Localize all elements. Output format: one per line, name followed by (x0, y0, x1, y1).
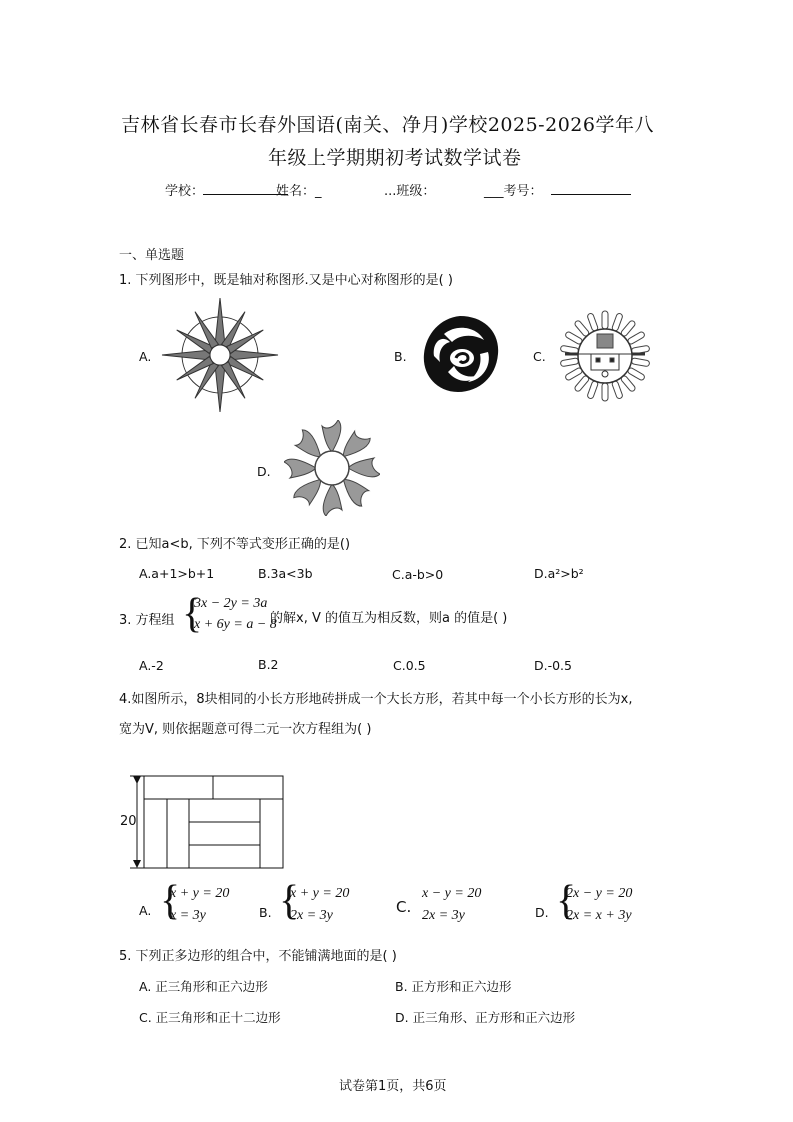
q3-prefix: 3. 方程组 (119, 613, 175, 628)
q3-option-b[interactable]: B.2 (258, 657, 279, 672)
q3-suffix: 的解x, V 的值互为相反数，则a 的值是( ) (270, 611, 508, 626)
q4-d-brace: { (556, 878, 577, 924)
q4-c-eq2: 2x = 3y (422, 908, 465, 923)
q4-a-eq2: x = 3y (170, 908, 206, 923)
q4-label-c[interactable]: C. (396, 898, 412, 916)
q2-option-d[interactable]: D.a²>b² (534, 566, 584, 581)
q2-option-b[interactable]: B.3a<3b (258, 566, 313, 581)
q2-option-a[interactable]: A.a+1>b+1 (139, 566, 215, 581)
q4-stem-line1: 4.如图所示，8块相同的小长方形地砖拼成一个大长方形，若其中每一个小长方形的长为x, (119, 692, 633, 707)
q3-option-c[interactable]: C.0.5 (393, 658, 426, 673)
q3-option-d[interactable]: D.-0.5 (534, 658, 572, 673)
q5-option-c[interactable]: C. 正三角形和正十二边形 (139, 1010, 281, 1025)
q4-d-eq2: 2x = x + 3y (566, 908, 632, 923)
q4-tile-diagram (116, 770, 288, 874)
q5-option-d[interactable]: D. 正三角形、正方形和正六边形 (395, 1010, 576, 1025)
q3-eq2: x + 6y = a − 8 (194, 617, 277, 632)
q1-figure-d-pinwheel (284, 420, 380, 516)
q4-b-brace: { (279, 878, 300, 924)
q1-label-b: B. (394, 349, 407, 364)
q4-a-eq1: x + y = 20 (170, 886, 230, 901)
q1-figure-a-compass (158, 298, 282, 414)
title-line-2: 年级上学期期初考试数学试卷 (268, 147, 522, 169)
section-heading: 一、单选题 (119, 248, 185, 263)
q5-stem: 5. 下列正多边形的组合中，不能铺满地面的是( ) (119, 949, 397, 964)
name-label: 姓名：_ (276, 184, 322, 199)
q2-option-c[interactable]: C.a-b>0 (392, 567, 444, 582)
q4-label-a[interactable]: A. (139, 903, 152, 918)
q4-c-eq1: x − y = 20 (422, 886, 482, 901)
q4-label-b[interactable]: B. (259, 905, 272, 920)
school-label: 学校： (165, 184, 205, 199)
q1-figure-c-sun-face (557, 310, 653, 402)
q1-label-d: D. (257, 464, 271, 479)
q4-label-d[interactable]: D. (535, 905, 549, 920)
q4-d-eq1: 2x − y = 20 (566, 886, 633, 901)
q5-option-b[interactable]: B. 正方形和正六边形 (395, 979, 512, 994)
q1-label-c: C. (533, 349, 546, 364)
q3-eq1: 3x − 2y = 3a (194, 596, 268, 611)
class-label: ...班级： (384, 184, 436, 199)
q4-stem-line2: 宽为V, 则依据题意可得二元一次方程组为( ) (119, 722, 372, 737)
title-line-1: 吉林省长春市长春外国语(南关、净月)学校2025-2026学年八 (121, 114, 654, 136)
exam-no-blank[interactable] (551, 182, 631, 195)
q3-system-brace: { (182, 591, 203, 637)
q3-option-a[interactable]: A.-2 (139, 658, 164, 673)
q1-stem: 1. 下列图形中，既是轴对称图形.又是中心对称图形的是( ) (119, 273, 453, 288)
q1-figure-b-swirl (418, 312, 502, 396)
q4-dimension-label: 20 (120, 814, 137, 829)
q4-b-eq2: 2x = 3y (290, 908, 333, 923)
exam-no-label: ___考号： (484, 184, 543, 199)
q1-label-a: A. (139, 349, 152, 364)
q4-b-eq1: x + y = 20 (290, 886, 350, 901)
q5-option-a[interactable]: A. 正三角形和正六边形 (139, 979, 268, 994)
page-footer: 试卷第1页，共6页 (339, 1079, 447, 1094)
q4-a-brace: { (160, 878, 181, 924)
q2-stem: 2. 已知a<b, 下列不等式变形正确的是() (119, 537, 351, 552)
